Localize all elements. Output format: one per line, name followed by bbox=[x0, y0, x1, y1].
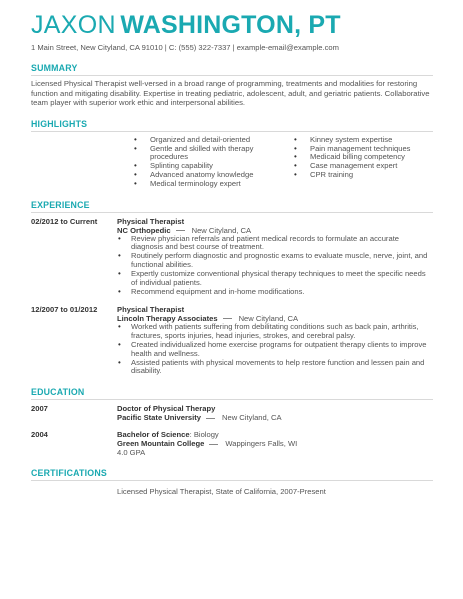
list-item: • CPR training bbox=[293, 171, 410, 180]
list-item: • Medical terminology expert bbox=[133, 180, 293, 189]
summary-heading: SUMMARY bbox=[31, 63, 433, 76]
school-location: New Cityland, CA bbox=[222, 413, 282, 423]
list-item: • Medicaid billing competency bbox=[293, 153, 410, 162]
list-item: • Routinely perform diagnostic and prognostic exams to evaluate muscle, nerve, joint, and functional abilities. bbox=[117, 252, 433, 270]
job-entry bbox=[31, 305, 433, 376]
list-item: • Case management expert bbox=[293, 162, 410, 171]
company-name: NC Orthopedic bbox=[117, 225, 171, 235]
education-year: 2004 bbox=[31, 430, 48, 440]
name-header bbox=[31, 0, 433, 40]
job-title: Physical Therapist bbox=[117, 304, 185, 314]
education-entry bbox=[31, 404, 433, 422]
summary-text: Licensed Physical Therapist well-versed in a broad range of programming, treatments and modalities for restoring function and mitigating disability. Expertise in treating pediatric, adolescent, adult, and geriatric patients. Collaborative team player with superior work ethic and interpersonal abilities. bbox=[31, 79, 430, 108]
separator-dash bbox=[176, 230, 185, 231]
experience-heading: EXPERIENCE bbox=[31, 200, 433, 213]
list-item: • Pain management techniques bbox=[293, 145, 410, 154]
degree: Doctor of Physical Therapy bbox=[117, 404, 216, 414]
job-entry bbox=[31, 217, 433, 297]
last-name-title: WASHINGTON, PT bbox=[120, 11, 341, 39]
highlights-column-2 bbox=[293, 136, 410, 189]
job-bullets bbox=[117, 323, 433, 376]
first-name: JAXON bbox=[31, 11, 116, 39]
list-item: • Splinting capability bbox=[133, 162, 293, 171]
list-item: • Kinney system expertise bbox=[293, 136, 410, 145]
certifications-heading: CERTIFICATIONS bbox=[31, 468, 433, 481]
education-heading: EDUCATION bbox=[31, 387, 433, 400]
degree-field: : Biology bbox=[189, 430, 219, 440]
job-location: New Cityland, CA bbox=[238, 313, 299, 323]
list-item: • Assisted patients with physical movements to help restore function and lessen pain and disability. bbox=[117, 359, 433, 377]
job-bullets bbox=[117, 235, 433, 297]
job-dates: 12/2007 to 01/2012 bbox=[31, 304, 98, 314]
list-item: • Review physician referrals and patient medical records to formulate an accurate diagnosis and best course of treatment. bbox=[117, 235, 433, 253]
gpa: 4.0 GPA bbox=[117, 448, 146, 458]
list-item: • Expertly customize conventional physical therapy techniques to meet the specific needs of individual patients. bbox=[117, 270, 433, 288]
highlights-column-1 bbox=[133, 136, 293, 189]
school-name: Green Mountain College bbox=[117, 439, 205, 449]
separator-dash bbox=[223, 318, 232, 319]
job-location: New Cityland, CA bbox=[191, 225, 252, 235]
list-item: • Worked with patients suffering from debilitating conditions such as back pain, arthritis, fractures, sports injuries, head injuries, strokes, and cerebral palsy. bbox=[117, 323, 433, 341]
certification-text: Licensed Physical Therapist, State of California, 2007-Present bbox=[117, 487, 326, 497]
company-name: Lincoln Therapy Associates bbox=[117, 313, 218, 323]
highlights-heading: HIGHLIGHTS bbox=[31, 119, 433, 132]
contact-line: 1 Main Street, New Cityland, CA 91010 | C: (555) 322-7337 | example-email@example.com bbox=[31, 43, 339, 52]
education-year: 2007 bbox=[31, 404, 48, 414]
separator-dash bbox=[206, 418, 215, 419]
education-entry bbox=[31, 430, 433, 457]
job-dates: 02/2012 to Current bbox=[31, 216, 98, 226]
list-item: • Advanced anatomy knowledge bbox=[133, 171, 293, 180]
list-item: • Recommend equipment and in-home modifications. bbox=[117, 288, 433, 297]
list-item: • Created individualized home exercise programs for outpatient therapy clients to improve health and wellness. bbox=[117, 341, 433, 359]
school-location: Wappingers Falls, WI bbox=[225, 439, 298, 449]
degree: Bachelor of Science bbox=[117, 430, 190, 440]
list-item: • Gentle and skilled with therapy procedures bbox=[133, 145, 293, 163]
school-name: Pacific State University bbox=[117, 413, 201, 423]
separator-dash bbox=[209, 444, 218, 445]
list-item: • Organized and detail-oriented bbox=[133, 136, 293, 145]
highlights-list bbox=[31, 136, 433, 189]
job-title: Physical Therapist bbox=[117, 216, 185, 226]
